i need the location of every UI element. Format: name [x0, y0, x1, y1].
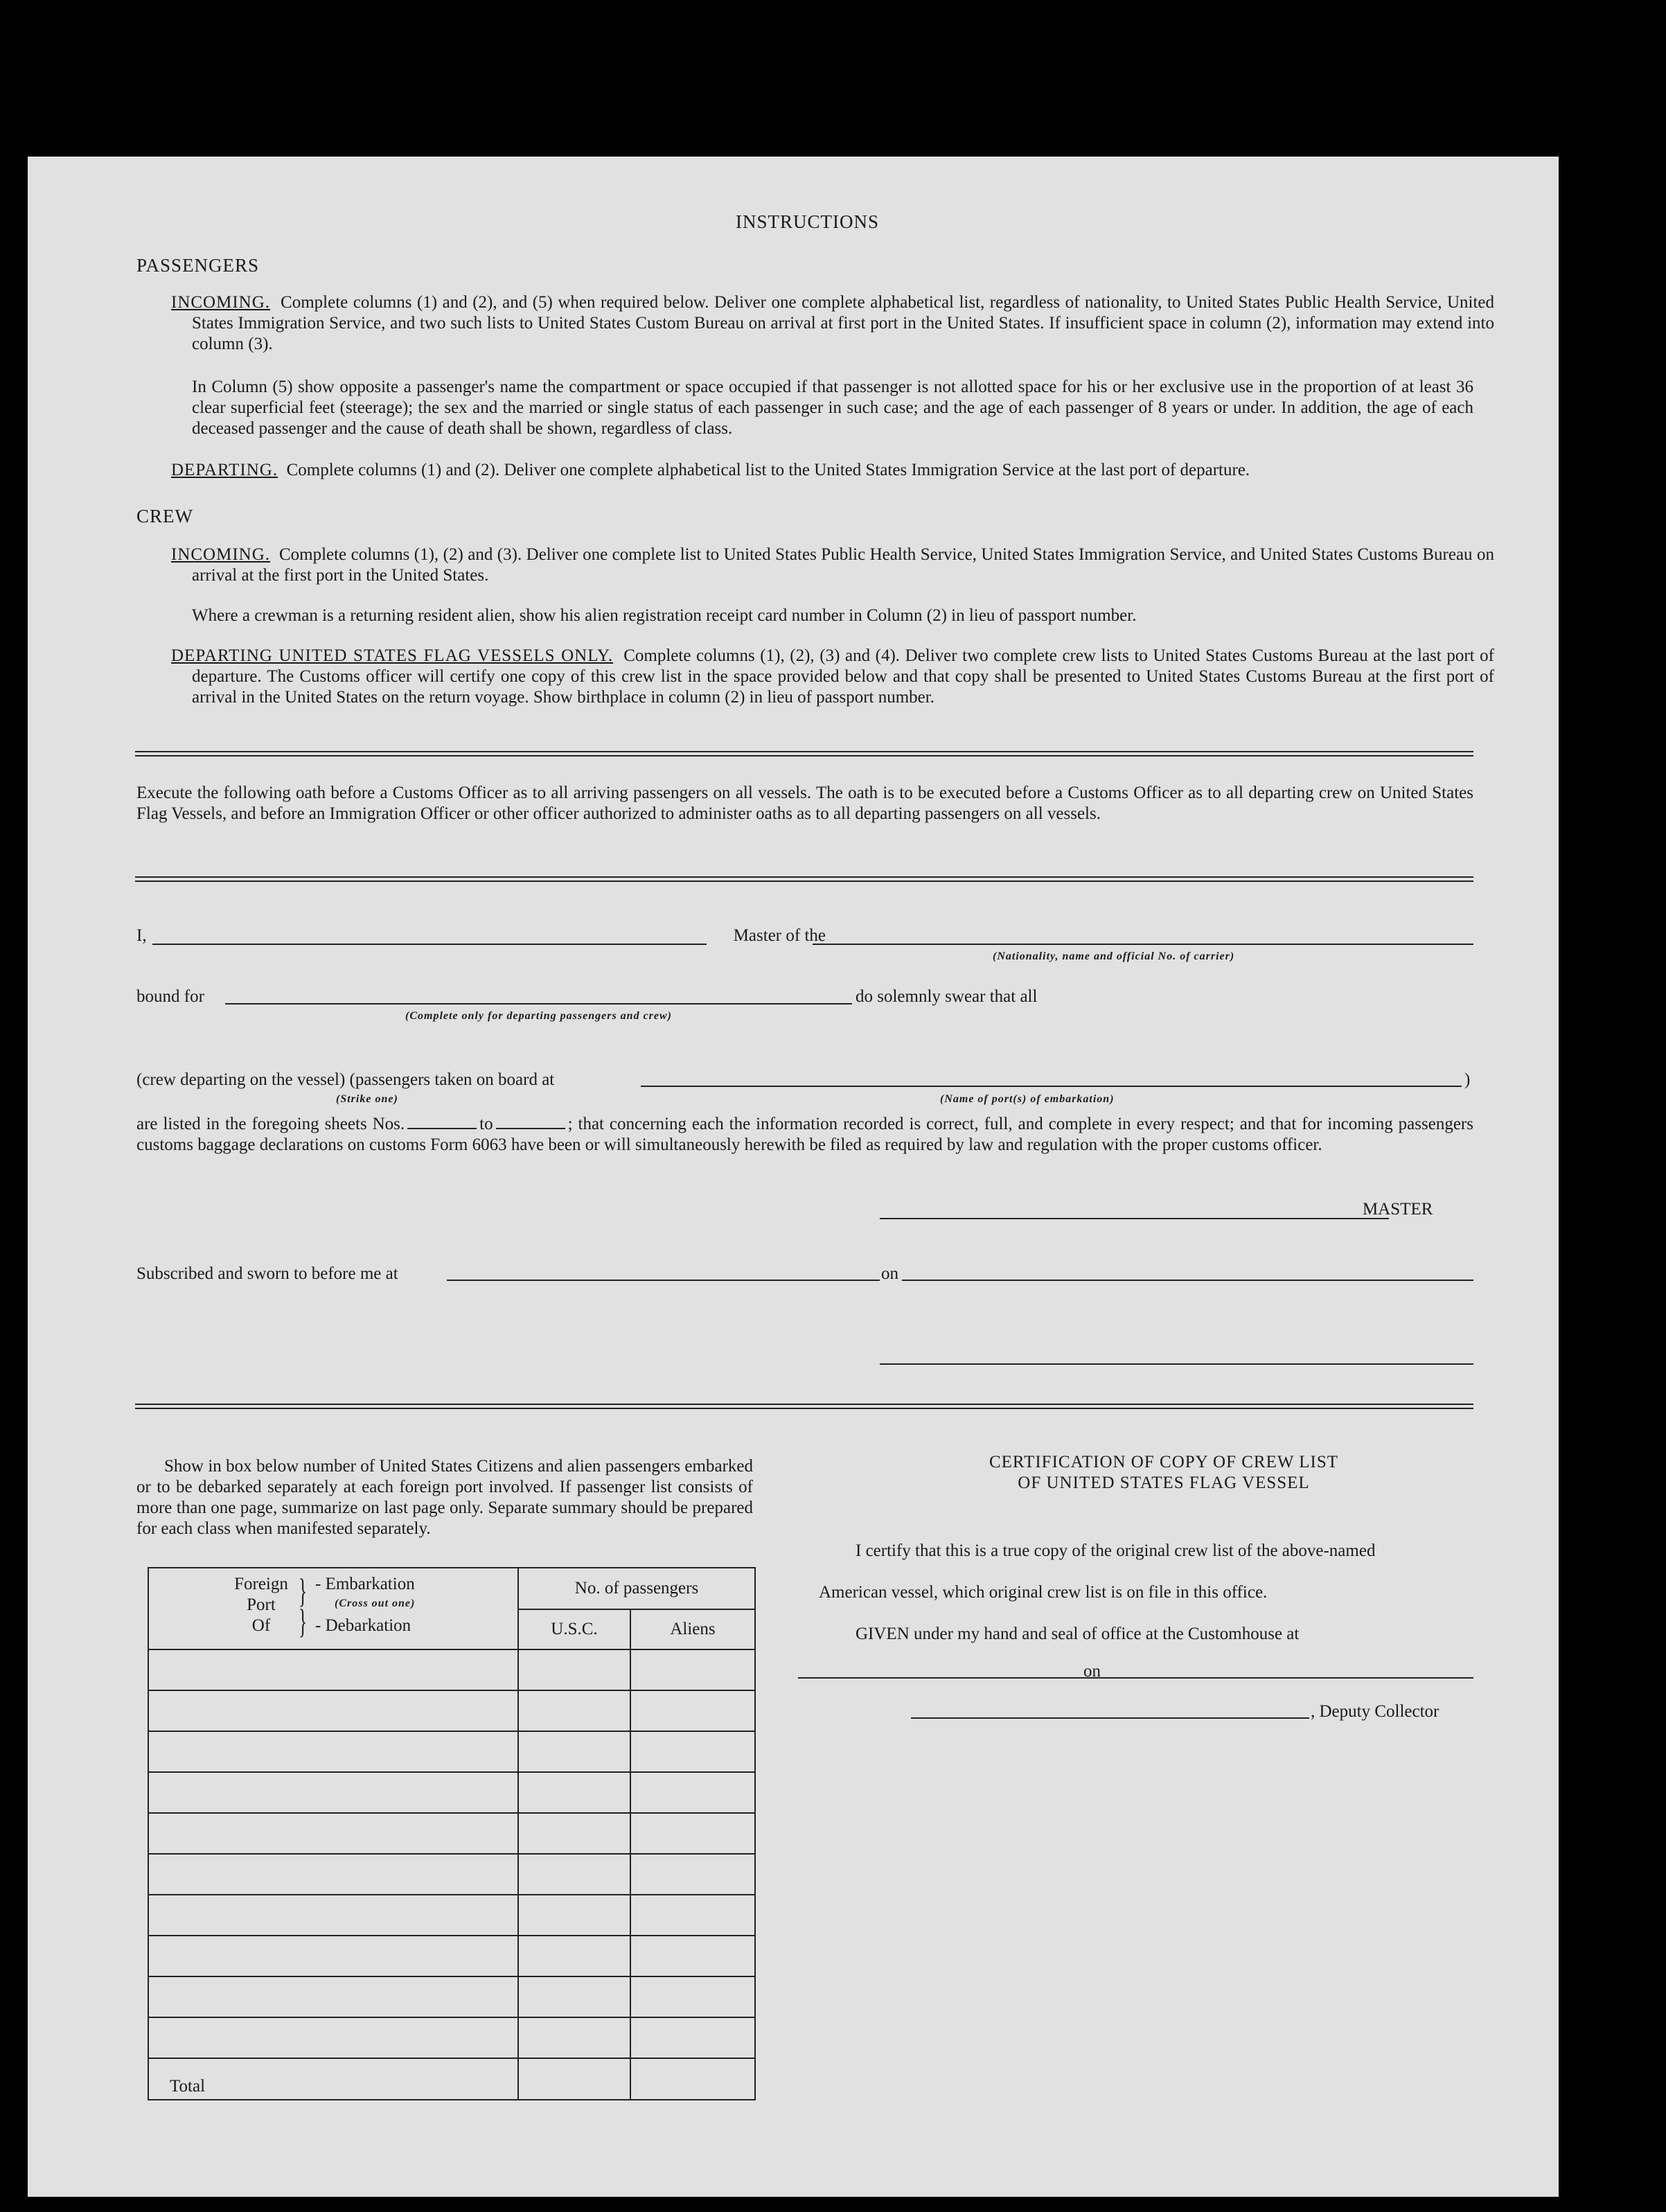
no-passengers-header: No. of passengers	[518, 1568, 755, 1609]
port-cell[interactable]	[148, 1976, 518, 2017]
oath-intro-paragraph: Execute the following oath before a Customs Officer as to all arriving passengers on all vessels. The oath is to be executed before a Customs Officer as to all departing crew on United States Flag Vessels, and before an Immigration Officer or other officer authorized to administer oaths as to all departing passengers on all vessels.	[136, 784, 1473, 823]
section-divider	[135, 751, 1473, 756]
aliens-header: Aliens	[630, 1609, 755, 1649]
sheet-to-field[interactable]	[496, 1115, 565, 1129]
listed-rest: ; that concerning each the information recorded is correct, full, and complete in every respect; and that for incoming passengers customs baggage declarations on customs Form 6063 have been or will simultaneously herewith be filed as required by law and regulation with the proper customs officer.	[136, 1115, 1473, 1154]
port-cell[interactable]	[148, 1772, 518, 1813]
usc-cell[interactable]	[518, 1813, 630, 1854]
strike-hint: (Strike one)	[336, 1093, 398, 1105]
cert-on-label: on	[1083, 1662, 1101, 1681]
usc-cell[interactable]	[518, 1731, 630, 1772]
port-hint: (Name of port(s) of embarkation)	[940, 1093, 1115, 1105]
passengers-incoming-text: Complete columns (1) and (2), and (5) when required below. Deliver one complete alphabetical list, regardless of nationality, to United States Public Health Service, United States Immigration Service, and two such lists to United States Custom Bureau on arrival at first port in the United States. If insufficient space in column (2), information may extend into column (3).	[192, 293, 1495, 353]
certification-title-line2: OF UNITED STATES FLAG VESSEL	[1018, 1474, 1310, 1492]
crew-departing-label: DEPARTING UNITED STATES FLAG VESSELS ONLY.	[171, 646, 614, 665]
embarkation-port-field[interactable]	[641, 1086, 1462, 1087]
sheet-from-field[interactable]	[407, 1115, 477, 1129]
port-cell[interactable]	[148, 1813, 518, 1854]
summary-table	[148, 1567, 756, 2100]
header-port: Port	[247, 1595, 276, 1614]
carrier-hint: (Nationality, name and official No. of carrier)	[993, 950, 1235, 962]
cert-date-field[interactable]	[1104, 1677, 1473, 1679]
passengers-departing-text: Complete columns (1) and (2). Deliver one complete alphabetical list to the United States Immigration Service at the last port of departure.	[286, 461, 1250, 479]
oath-divider	[135, 876, 1473, 882]
crew-resident-paragraph: Where a crewman is a returning resident alien, show his alien registration receipt card number in Column (2) in lieu of passport number.	[192, 606, 1137, 625]
bound-for-field[interactable]	[225, 1003, 852, 1005]
aliens-cell[interactable]	[630, 1731, 755, 1772]
port-header-cell	[148, 1568, 518, 1649]
sworn-place-field[interactable]	[447, 1280, 880, 1281]
deputy-collector-label: , Deputy Collector	[1311, 1702, 1439, 1721]
usc-cell[interactable]	[518, 1772, 630, 1813]
aliens-cell[interactable]	[630, 1895, 755, 1936]
usc-cell[interactable]	[518, 1854, 630, 1895]
usc-cell[interactable]	[518, 1976, 630, 2017]
carrier-field[interactable]	[813, 944, 1473, 945]
usc-cell[interactable]	[518, 1690, 630, 1731]
master-label: MASTER	[1363, 1200, 1433, 1219]
given-text: GIVEN under my hand and seal of office at the Customhouse at	[856, 1625, 1300, 1643]
master-name-field[interactable]	[152, 944, 707, 945]
certify-line1: I certify that this is a true copy of the original crew list of the above-named	[856, 1541, 1376, 1560]
crew-passengers-label: (crew departing on the vessel) (passengers taken on board at	[136, 1070, 555, 1089]
port-cell[interactable]	[148, 1854, 518, 1895]
bound-hint: (Complete only for departing passengers and crew)	[405, 1010, 672, 1022]
usc-header: U.S.C.	[518, 1609, 630, 1649]
officer-signature-field[interactable]	[880, 1363, 1473, 1365]
header-cross-out: (Cross out one)	[335, 1598, 416, 1609]
crew-departing-text: Complete columns (1), (2), (3) and (4). Deliver two complete crew lists to United States Customs Bureau at the last port of departure. The Customs officer will certify one copy of this crew list in the space provided below and that copy shall be presented to United States Customs Bureau at the first port of arrival in the United States on the return voyage. Show birthplace in column (2) in lieu of passport number.	[192, 646, 1494, 707]
passengers-incoming-label: INCOMING.	[171, 293, 271, 312]
certification-title-line1: CERTIFICATION OF COPY OF CREW LIST	[989, 1453, 1339, 1471]
header-debarkation: - Debarkation	[315, 1616, 411, 1635]
bound-for-label: bound for	[136, 987, 204, 1006]
header-foreign: Foreign	[234, 1575, 288, 1593]
port-cell[interactable]	[148, 1690, 518, 1731]
port-cell[interactable]	[148, 1731, 518, 1772]
passengers-heading: PASSENGERS	[136, 255, 260, 276]
aliens-cell[interactable]	[630, 1976, 755, 2017]
crew-incoming-text: Complete columns (1), (2) and (3). Deliver one complete list to United States Public Health Service, United States Immigration Service, and United States Customs Bureau on arrival at the first port in the United States.	[192, 545, 1494, 585]
port-cell[interactable]	[148, 1649, 518, 1690]
swear-label: do solemnly swear that all	[856, 987, 1038, 1006]
brace-icon-lower: }	[299, 1602, 307, 1640]
aliens-cell[interactable]	[630, 1690, 755, 1731]
total-label: Total	[148, 2058, 518, 2100]
listed-pre: are listed in the foregoing sheets Nos.	[136, 1115, 405, 1133]
port-cell[interactable]	[148, 1936, 518, 1976]
aliens-cell[interactable]	[630, 1772, 755, 1813]
document-page	[28, 157, 1559, 2197]
passengers-incoming-paragraph	[171, 292, 1494, 355]
master-signature-field[interactable]	[880, 1218, 1389, 1219]
crew-heading: CREW	[136, 506, 193, 527]
usc-cell[interactable]	[518, 2017, 630, 2058]
total-usc-cell[interactable]	[518, 2058, 630, 2100]
usc-cell[interactable]	[518, 1936, 630, 1976]
usc-cell[interactable]	[518, 1895, 630, 1936]
aliens-cell[interactable]	[630, 1649, 755, 1690]
port-cell[interactable]	[148, 2017, 518, 2058]
passengers-departing-paragraph	[171, 460, 1494, 481]
header-embarkation: - Embarkation	[315, 1575, 415, 1593]
oath-i-label: I,	[136, 926, 147, 945]
brace-icon: }	[299, 1571, 307, 1610]
summary-instructions	[136, 1456, 753, 1539]
passengers-column5-paragraph: In Column (5) show opposite a passenger's name the compartment or space occupied if that passenger is not allotted space for his or her exclusive use in the proportion of at least 36 clear superficial feet (steerage); the sex and the married or single status of each passenger in such case; and the age of each passenger of 8 years or under. In addition, the age of each deceased passenger and the cause of death shall be shown, regardless of class.	[192, 378, 1473, 438]
sworn-date-field[interactable]	[902, 1280, 1473, 1281]
sworn-on-label: on	[881, 1264, 898, 1283]
deputy-signature-field[interactable]	[911, 1717, 1309, 1719]
passengers-departing-label: DEPARTING.	[171, 461, 278, 479]
total-aliens-cell[interactable]	[630, 2058, 755, 2100]
close-paren: )	[1464, 1070, 1471, 1089]
customhouse-field[interactable]	[798, 1677, 1108, 1679]
crew-departing-paragraph	[171, 646, 1494, 708]
usc-cell[interactable]	[518, 1649, 630, 1690]
aliens-cell[interactable]	[630, 1854, 755, 1895]
certify-line2: American vessel, which original crew list is on file in this office.	[819, 1583, 1268, 1602]
lower-divider	[135, 1404, 1473, 1409]
master-of-label: Master of the	[733, 926, 826, 945]
subscribed-label: Subscribed and sworn to before me at	[136, 1264, 398, 1283]
header-of: Of	[251, 1616, 271, 1635]
listed-to: to	[479, 1115, 493, 1133]
aliens-cell[interactable]	[630, 2017, 755, 2058]
aliens-cell[interactable]	[630, 1813, 755, 1854]
instructions-title: INSTRUCTIONS	[736, 211, 880, 232]
aliens-cell[interactable]	[630, 1936, 755, 1976]
summary-instructions-text: Show in box below number of United States Citizens and alien passengers embarked or to be debarked separately at each foreign port involved. If passenger list consists of more than one page, summarize on last page only. Separate summary should be prepared for each class when manifested separately.	[136, 1457, 753, 1538]
crew-incoming-paragraph	[171, 545, 1494, 586]
listed-paragraph	[136, 1114, 1473, 1156]
crew-incoming-label: INCOMING.	[171, 545, 271, 564]
port-cell[interactable]	[148, 1895, 518, 1936]
